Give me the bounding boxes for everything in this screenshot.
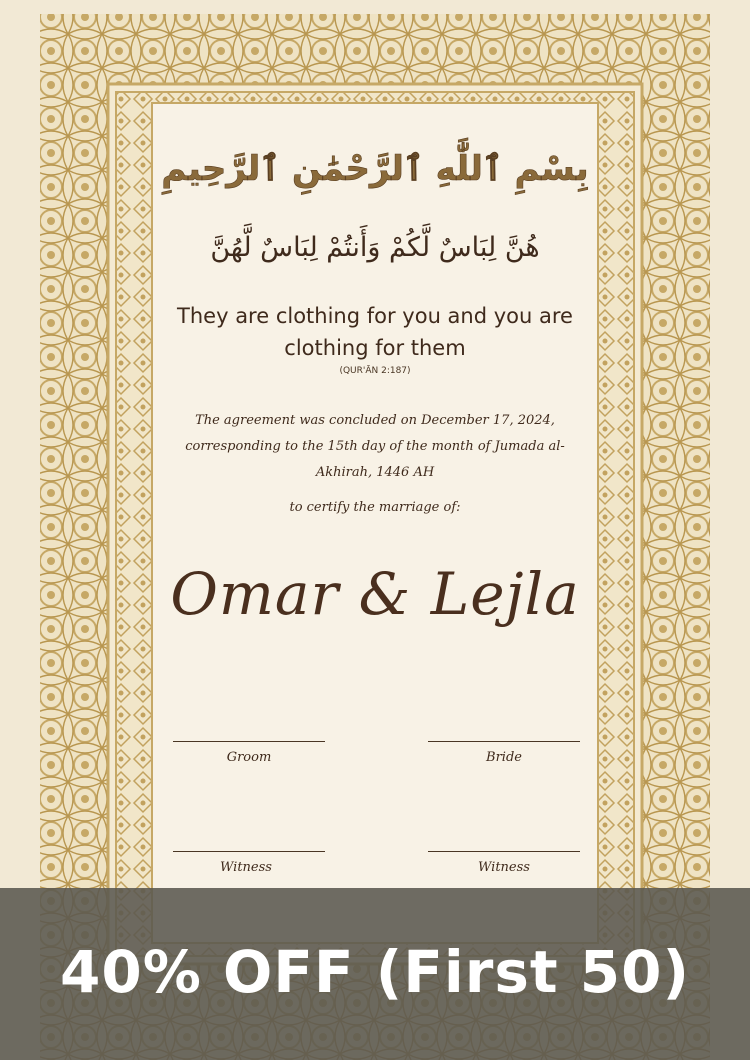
witness-1-signature-line[interactable] (173, 851, 325, 852)
bride-label: Bride (486, 750, 522, 765)
discount-banner-text: 40% OFF (First 50) (59, 938, 691, 1006)
basmala-text: بِسْمِ ٱللَّٰهِ ٱلرَّحْمَٰنِ ٱلرَّحِيمِ (161, 149, 589, 189)
witness-1-label: Witness (220, 860, 272, 875)
couple-names: Omar & Lejla (170, 560, 580, 628)
certify-text: to certify the marriage of: (289, 500, 461, 515)
bride-signature-line[interactable] (428, 741, 580, 742)
basmala-calligraphy (161, 118, 589, 210)
groom-signature-line[interactable] (173, 741, 325, 742)
groom-label: Groom (226, 750, 272, 765)
agreement-text: The agreement was concluded on December 17, 2024, corresponding to the 15th day of the month of Jumada al-Akhirah, 1446 AH (185, 413, 565, 480)
witness-2-label: Witness (478, 860, 530, 875)
verse-reference: (QUR'ĀN 2:187) (339, 366, 411, 376)
arabic-verse: هُنَّ لِبَاسٌ لَّكُمْ وَأَنتُمْ لِبَاسٌ لَّهُنَّ (210, 232, 540, 263)
verse-translation: They are clothing for you and you are clothing for them (177, 304, 573, 360)
witness-2-signature-line[interactable] (428, 851, 580, 852)
